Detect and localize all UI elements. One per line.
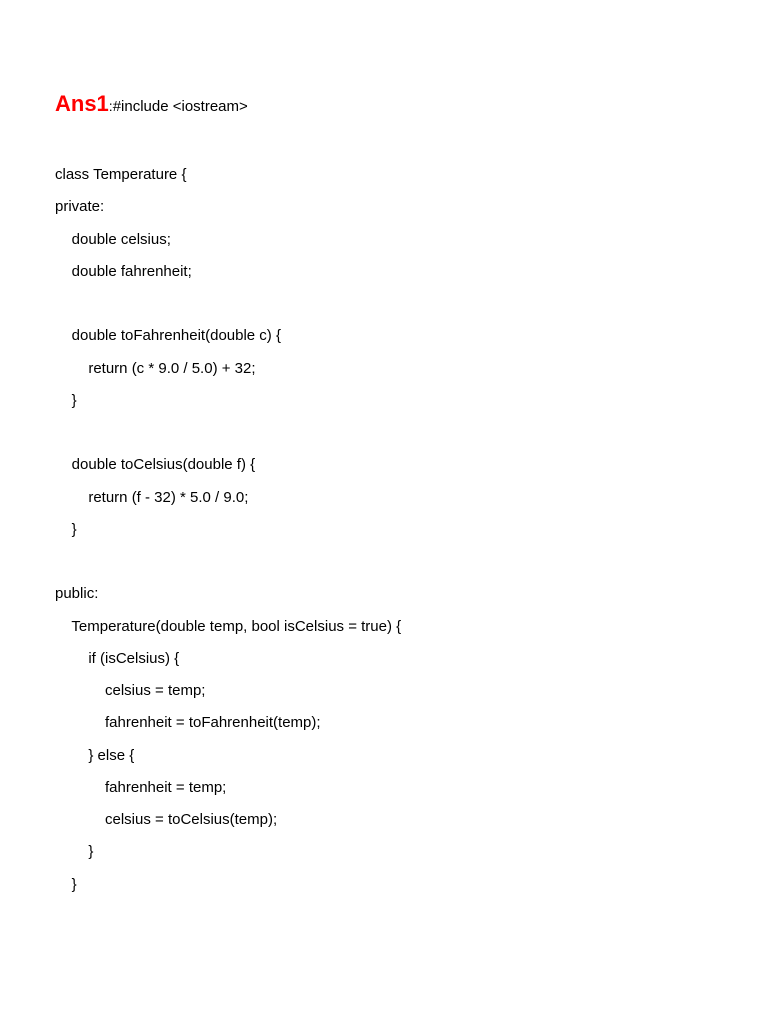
code-line: public: (55, 585, 99, 603)
code-line: } (55, 391, 77, 409)
code-line: fahrenheit = toFahrenheit(temp); (55, 714, 321, 732)
code-line: celsius = toCelsius(temp); (55, 811, 278, 828)
code-line: double fahrenheit; (55, 262, 192, 280)
code-line (55, 419, 401, 451)
code-line: double toCelsius(double f) { (55, 456, 256, 474)
code-line: double toFahrenheit(double c) { (55, 327, 281, 345)
code-line: private: (55, 198, 105, 216)
code-line (55, 548, 401, 580)
code-block (55, 161, 401, 903)
code-line: } else { (55, 746, 135, 764)
code-line: } (55, 875, 77, 893)
code-line (55, 290, 401, 322)
code-line: double celsius; (55, 230, 171, 248)
code-line: fahrenheit = temp; (55, 778, 227, 796)
answer-label: Ans1 (55, 91, 109, 116)
answer-heading (55, 90, 248, 121)
code-line: return (f - 32) * 5.0 / 9.0; (55, 488, 249, 506)
code-line: } (55, 520, 77, 538)
code-line: if (isCelsius) { (55, 649, 180, 667)
include-line: #include <iostream> (112, 98, 248, 115)
code-line: return (c * 9.0 / 5.0) + 32; (55, 359, 256, 377)
code-line: celsius = temp; (55, 682, 206, 699)
code-line: class Temperature { (55, 166, 187, 183)
code-line: } (55, 843, 94, 861)
answer-separator: : (108, 98, 113, 114)
code-line: Temperature(double temp, bool isCelsius = true) { (55, 617, 402, 635)
